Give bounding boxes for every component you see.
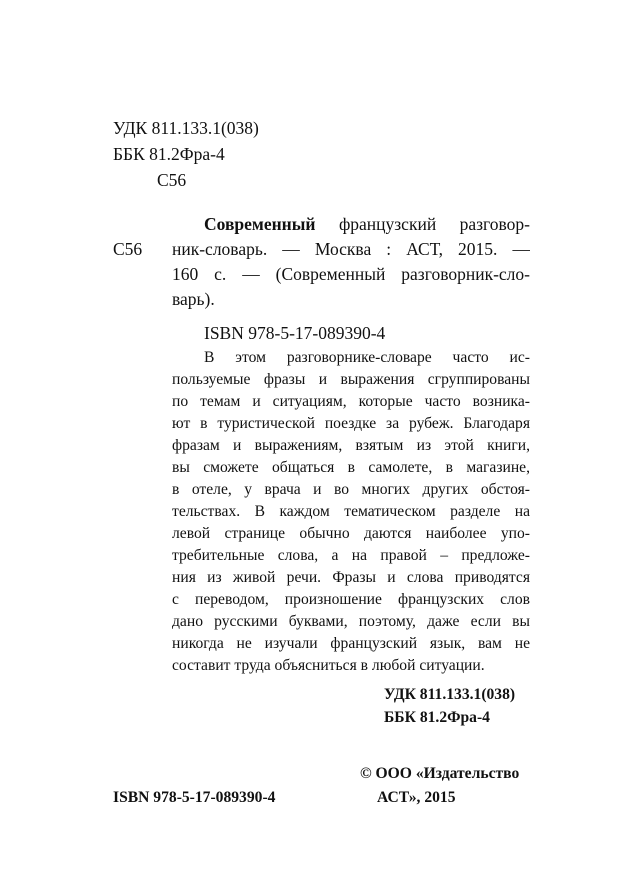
udk-code-bottom: УДК 811.133.1(038) <box>384 686 516 703</box>
annotation-line: по темам и ситуациям, которые часто возника- <box>172 393 530 410</box>
bbk-code-bottom: ББК 81.2Фра-4 <box>384 709 490 726</box>
isbn-main: ISBN 978-5-17-089390-4 <box>204 323 386 343</box>
bib-line-1 <box>204 213 530 236</box>
isbn-footer: ISBN 978-5-17-089390-4 <box>113 789 276 806</box>
annotation-line: пользуемые фразы и выражения сгруппированы <box>172 371 530 388</box>
annotation-line: тельствах. В каждом тематическом разделе на <box>172 503 530 520</box>
annotation-line: в отеле, у врача и во многих других обстоя- <box>172 481 530 498</box>
annotation-line: ния из живой речи. Фразы и слова приводятся <box>172 569 530 586</box>
copyright-line-2: АСТ», 2015 <box>377 789 456 806</box>
annotation-line: составит труда объясниться в любой ситуации. <box>172 657 485 674</box>
udk-code: УДК 811.133.1(038) <box>113 118 259 138</box>
annotation-line: фразам и выражениям, взятым из этой книги, <box>172 437 530 454</box>
bib-line-1-rest: французский разговор- <box>338 214 530 234</box>
copyright-line-1: © ООО «Издательство <box>360 765 520 782</box>
book-title-bold: Современный <box>204 214 316 234</box>
annotation-line: требительные слова, а на правой – предложе- <box>172 547 530 564</box>
bbk-code: ББК 81.2Фра-4 <box>113 144 225 164</box>
bib-line-4: варь). <box>172 289 215 309</box>
bib-line-3: 160 с. — (Современный разговорник-сло- <box>172 264 530 284</box>
annotation-line: левой странице обычно даются наиболее упо- <box>172 525 530 542</box>
author-mark: С56 <box>157 170 187 190</box>
annotation-line: В этом разговорнике-словаре часто ис- <box>204 349 530 366</box>
annotation-line: ют в туристической поездке за рубеж. Благодаря <box>172 415 530 432</box>
annotation-line: дано русскими буквами, поэтому, даже если вы <box>172 613 530 630</box>
bib-line-2: ник-словарь. — Москва : АСТ, 2015. — <box>172 239 530 259</box>
annotation-line: вы сможете общаться в самолете, в магазине, <box>172 459 530 476</box>
bib-author-mark: С56 <box>113 239 143 259</box>
annotation-line: с переводом, произношение французских слов <box>172 591 530 608</box>
annotation-line: никогда не изучали французский язык, вам не <box>172 635 530 652</box>
